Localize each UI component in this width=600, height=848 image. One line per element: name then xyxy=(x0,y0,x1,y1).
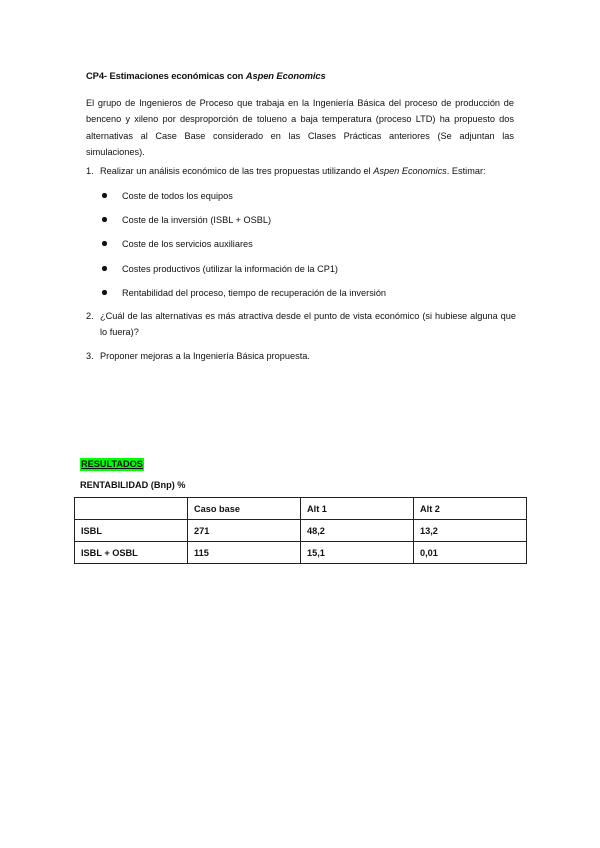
bullet-dot-icon xyxy=(102,193,107,198)
bullet-text: Costes productivos (utilizar la información de la CP1) xyxy=(122,264,338,274)
table-cell: 115 xyxy=(188,542,301,564)
table-cell: 0,01 xyxy=(414,542,527,564)
bullet-text: Coste de la inversión (ISBL + OSBL) xyxy=(122,215,272,225)
table-cell: 48,2 xyxy=(301,520,414,542)
list-number: 2. xyxy=(86,311,94,321)
table-title: RENTABILIDAD (Bnp) % xyxy=(80,480,186,490)
bullet-dot-icon xyxy=(102,241,107,246)
list-item-2 xyxy=(86,308,516,341)
results-table xyxy=(74,497,527,564)
bullet-dot-icon xyxy=(102,290,107,295)
intro-paragraph: El grupo de Ingenieros de Proceso que trabaja en la Ingeniería Básica del proceso de producción de benceno y xileno por desproporción de tolueno a baja temperatura (proceso LTD) ha propuesto dos alternativas al Case Base considerado en las Clases Prácticas anteriores (Se adjuntan las simulaciones). xyxy=(86,98,514,157)
bullet-dot-icon xyxy=(102,217,107,222)
bullet-text: Coste de todos los equipos xyxy=(122,191,233,201)
bullet-text: Rentabilidad del proceso, tiempo de recuperación de la inversión xyxy=(122,288,387,298)
list-item-3 xyxy=(86,348,516,364)
table-header-cell: Alt 2 xyxy=(414,498,527,520)
document-title xyxy=(86,70,326,81)
table-cell: 271 xyxy=(188,520,301,542)
bullet-dot-icon xyxy=(102,266,107,271)
table-header-cell xyxy=(75,498,188,520)
table-header-cell: Caso base xyxy=(188,498,301,520)
table-cell: 13,2 xyxy=(414,520,527,542)
results-heading: RESULTADOS xyxy=(81,459,143,469)
table-header-row xyxy=(75,498,527,520)
table-cell: ISBL + OSBL xyxy=(75,542,188,564)
list-text xyxy=(100,163,516,179)
list-text-italic: Aspen Economics xyxy=(373,166,447,176)
title-italic: Aspen Economics xyxy=(245,70,326,81)
table-row xyxy=(75,520,527,542)
list-number: 1. xyxy=(86,166,94,176)
list-item-1 xyxy=(86,163,516,179)
bullet-text: Coste de los servicios auxiliares xyxy=(122,239,253,249)
title-prefix: CP4- Estimaciones económicas con xyxy=(86,70,246,81)
list-number: 3. xyxy=(86,351,94,361)
table-header-cell: Alt 1 xyxy=(301,498,414,520)
table-row xyxy=(75,542,527,564)
table-cell: ISBL xyxy=(75,520,188,542)
list-text-before: Realizar un análisis económico de las tres propuestas utilizando el xyxy=(100,166,374,176)
list-text: Proponer mejoras a la Ingeniería Básica propuesta. xyxy=(100,351,310,361)
table-cell: 15,1 xyxy=(301,542,414,564)
list-text: ¿Cuál de las alternativas es más atractiva desde el punto de vista económico (si hubiese alguna que lo fuera)? xyxy=(100,311,516,338)
list-text-after: . Estimar: xyxy=(446,166,486,176)
